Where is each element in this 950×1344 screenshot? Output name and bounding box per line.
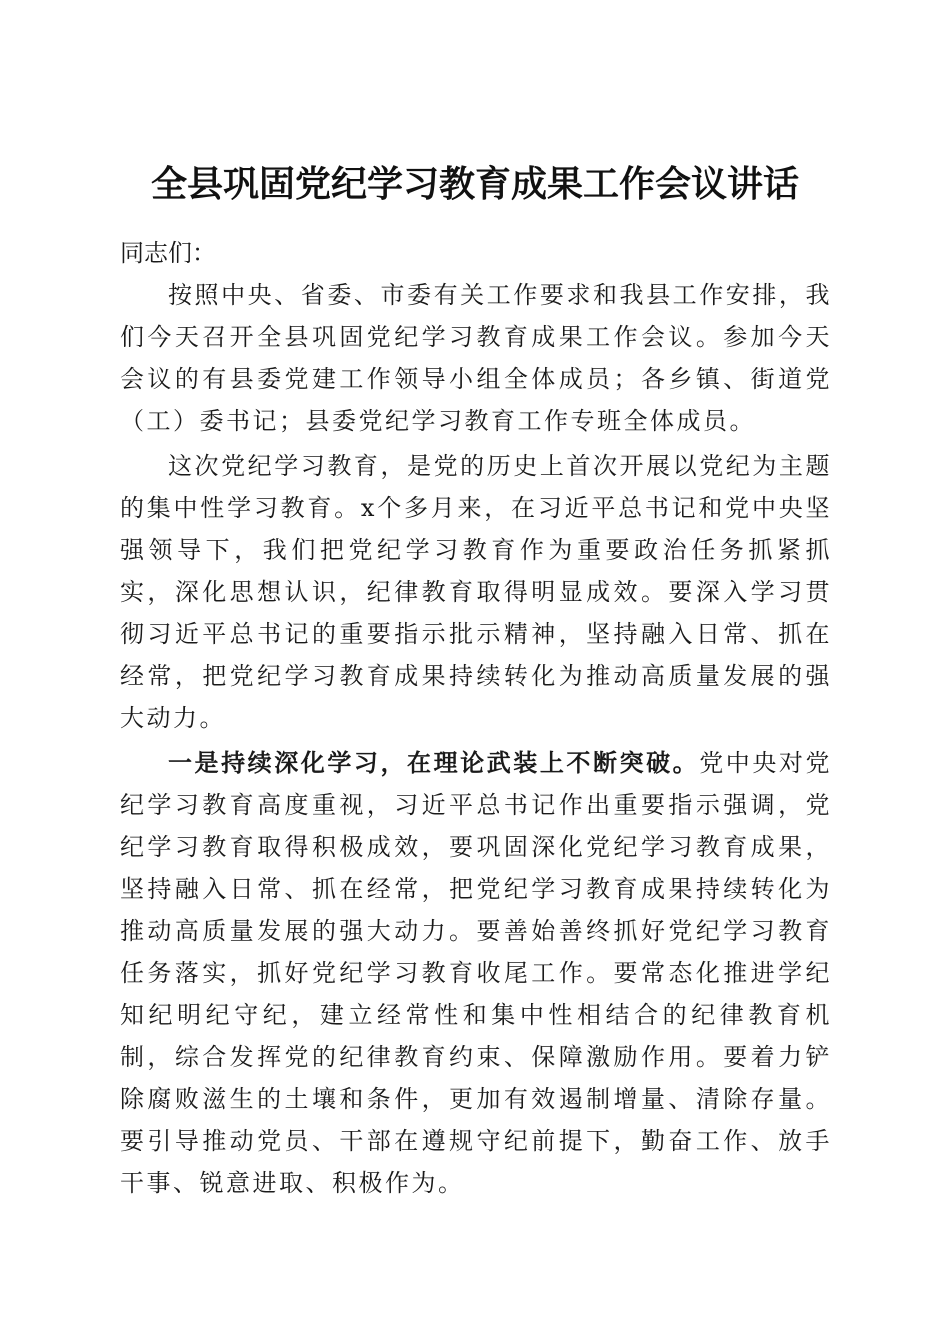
paragraph-1 (120, 274, 832, 442)
paragraph-2 (120, 445, 832, 739)
document-title: 全县巩固党纪学习教育成果工作会议讲话 (150, 163, 799, 206)
paragraph-text: 党中央对党纪学习教育高度重视，习近平总书记作出重要指示强调，党纪学习教育取得积极成效，要巩固深化党纪学习教育成果，坚持融入日常、抓在经常，把党纪学习教育成果持续转化为推动高质量发展的强大动力。要善始善终抓好党纪学习教育任务落实，抓好党纪学习教育收尾工作。要常态化推进学纪知纪明纪守纪，建立经常性和集中性相结合的纪律教育机制，综合发挥党的纪律教育约束、保障激励作用。要着力铲除腐败滋生的土壤和条件，更加有效遏制增量、清除存量。要引导推动党员、干部在遵规守纪前提下，勤奋工作、放手干事、锐意进取、积极作为。 (120, 749, 832, 1197)
paragraph-text: 这次党纪学习教育，是党的历史上首次开展以党纪为主题的集中性学习教育。x个多月来，在习近平总书记和党中央坚强领导下，我们把党纪学习教育作为重要政治任务抓紧抓实，深化思想认识，纪律教育取得明显成效。要深入学习贯彻习近平总书记的重要指示批示精神，坚持融入日常、抓在经常，把党纪学习教育成果持续转化为推动高质量发展的强大动力。 (120, 452, 832, 732)
paragraph-text: 按照中央、省委、市委有关工作要求和我县工作安排，我们今天召开全县巩固党纪学习教育成果工作会议。参加今天会议的有县委党建工作领导小组全体成员；各乡镇、街道党（工）委书记；县委党纪学习教育工作专班全体成员。 (120, 281, 832, 435)
document-body (120, 232, 832, 1204)
paragraph-lead: 一是持续深化学习，在理论武装上不断突破。 (168, 748, 700, 777)
salutation: 同志们： (120, 239, 216, 267)
paragraph-3 (120, 742, 832, 1204)
